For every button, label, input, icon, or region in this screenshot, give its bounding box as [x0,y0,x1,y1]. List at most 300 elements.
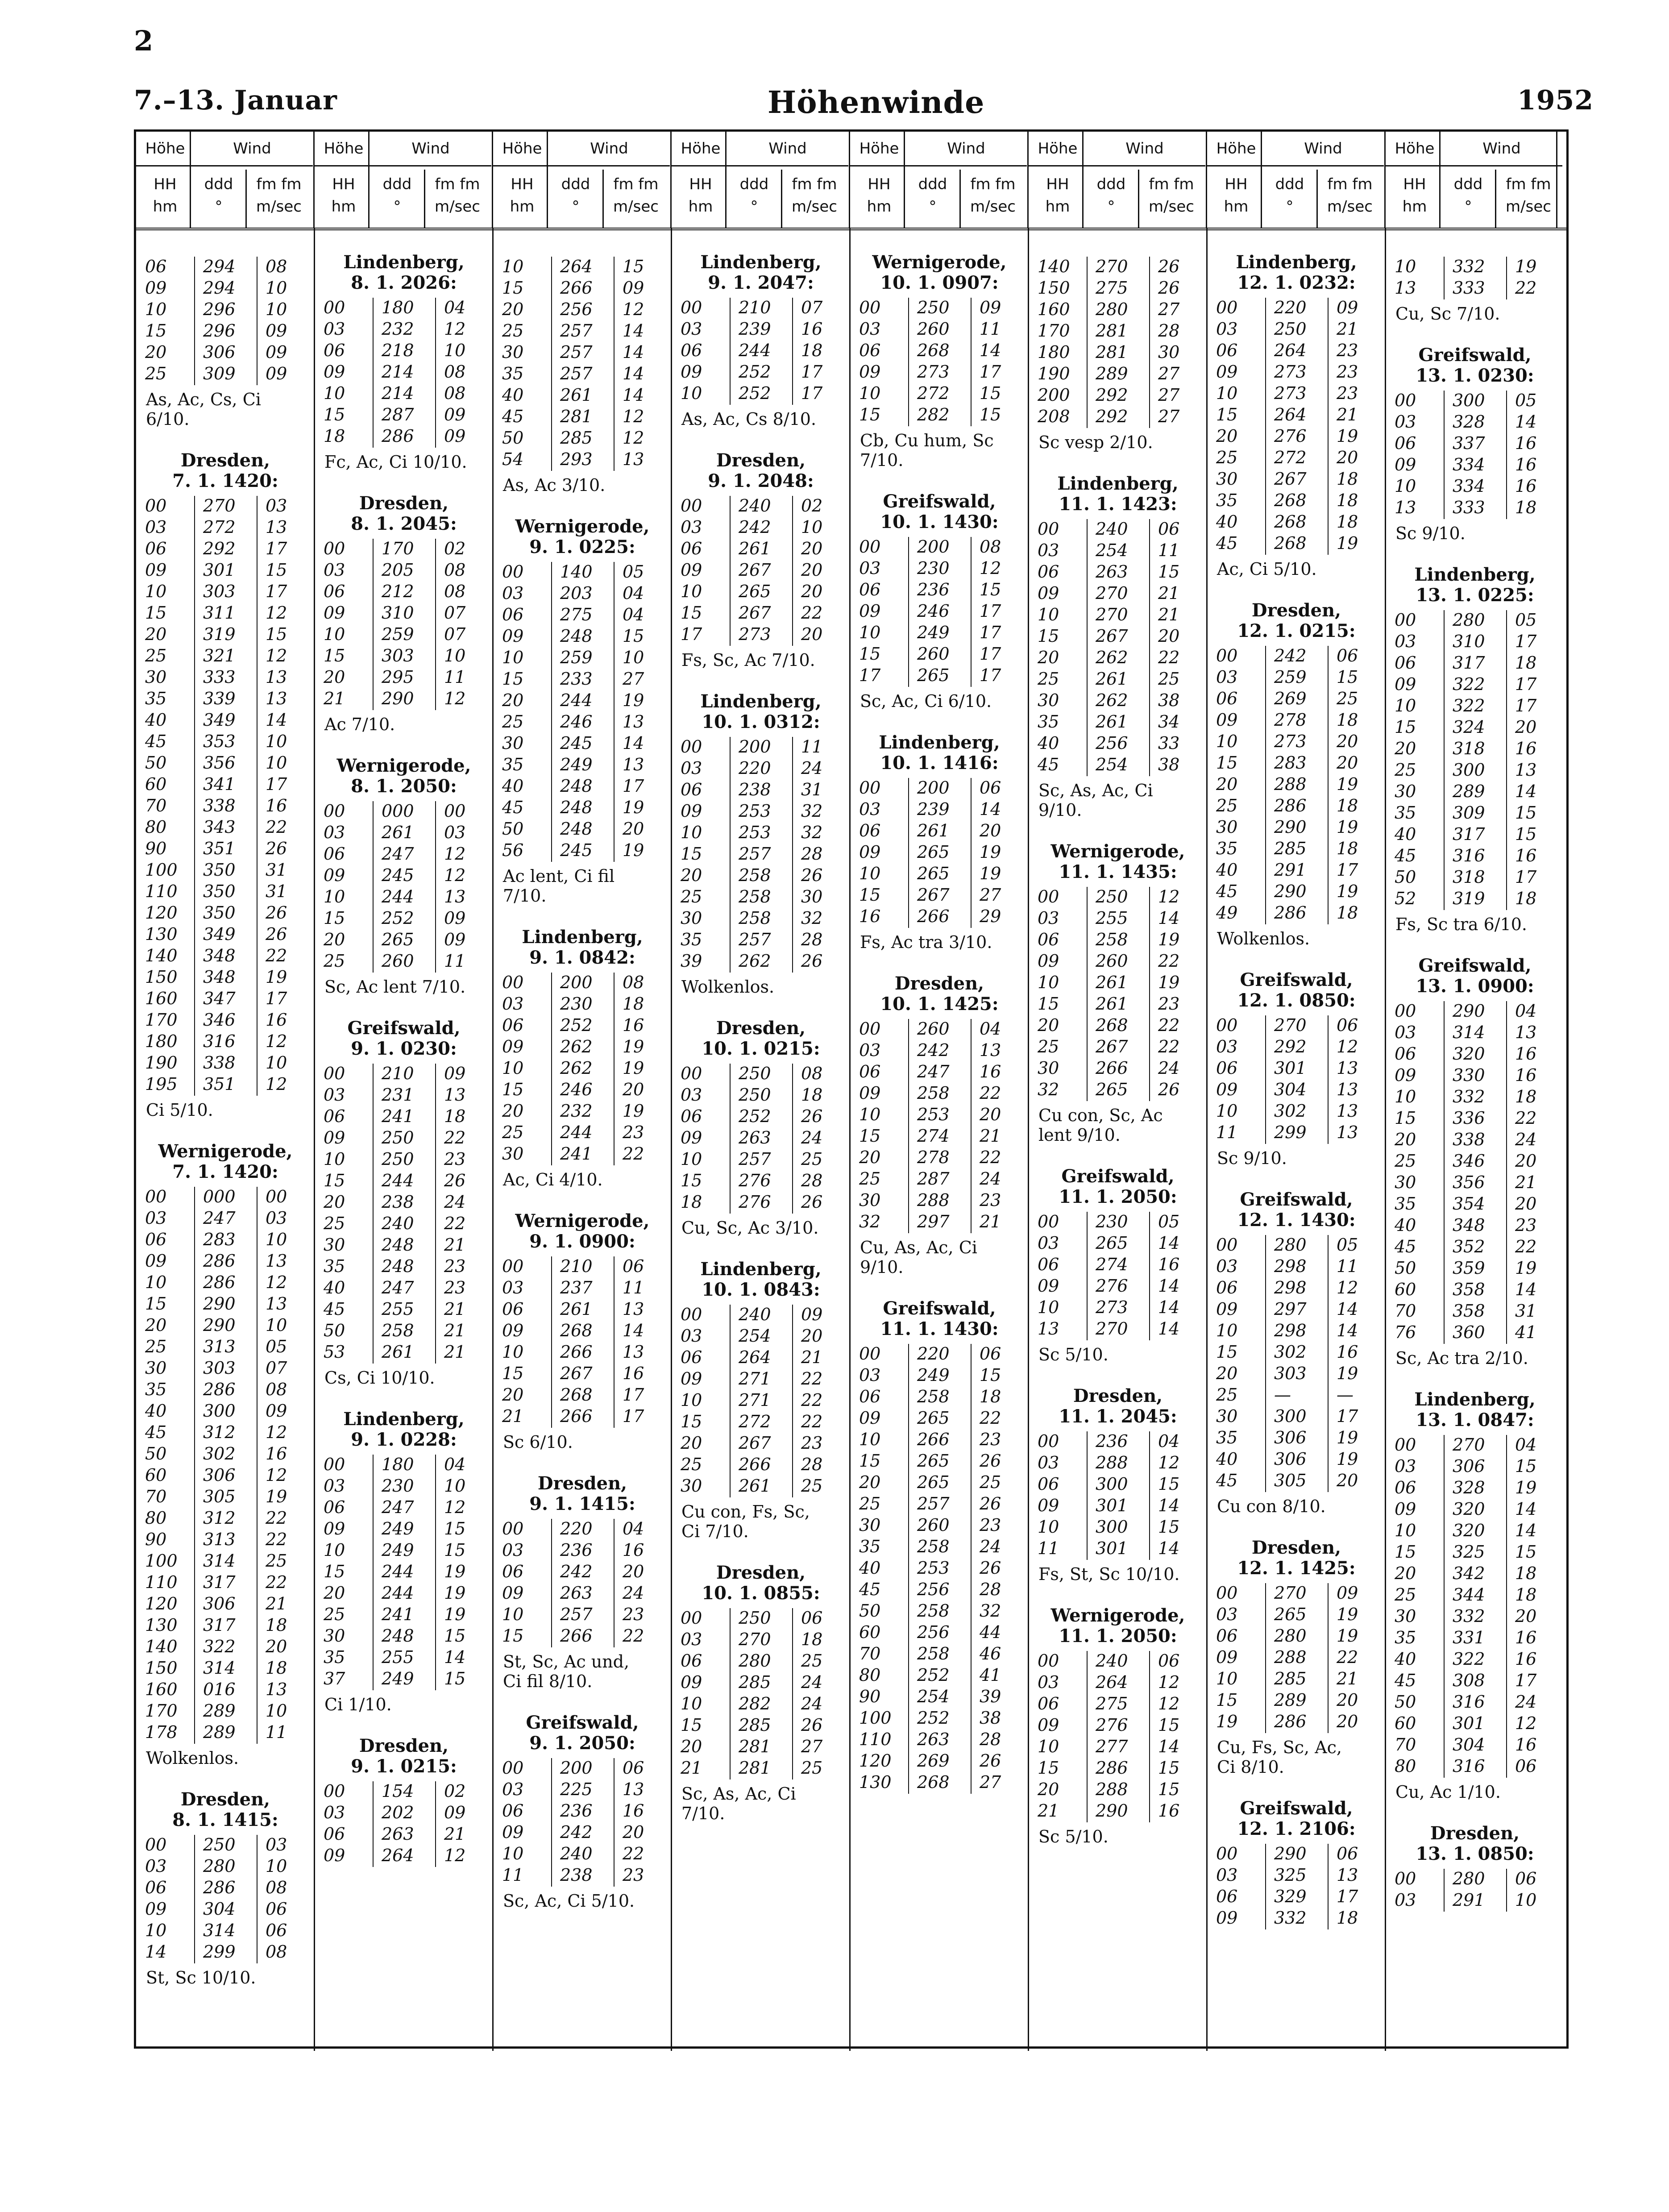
height-value: 13 [1038,1319,1059,1339]
speed-value: 15 [444,1669,466,1688]
header-rule [1029,165,1205,166]
height-value: 09 [502,1583,524,1603]
height-value: 20 [681,1737,702,1756]
station-heading [315,252,493,293]
direction-value: 258 [917,1601,950,1621]
direction-value: 291 [1274,860,1307,880]
direction-value: 260 [917,319,950,339]
table-row [1386,498,1564,519]
height-value: 00 [1395,1435,1416,1455]
table-row [315,1214,493,1235]
speed-value: 16 [1515,1044,1537,1064]
table-row [1207,1626,1386,1647]
wind-rows [1207,1235,1386,1492]
height-value: 21 [1038,1801,1059,1821]
table-row [493,1626,672,1647]
table-row [493,994,672,1015]
row-divider [730,298,731,405]
wind-rows [850,298,1029,426]
speed-value: 38 [1158,690,1180,710]
speed-value: 21 [1337,1669,1358,1688]
height-value: 09 [681,560,702,580]
table-row [1029,342,1207,364]
header-rule [672,165,848,166]
direction-value: 268 [560,1385,593,1405]
observation-time: 9. 1. 2050: [529,1733,635,1754]
wind-rows [1207,1015,1386,1144]
direction-value: 264 [739,1347,771,1367]
cloud-note: Fs, St, Sc 10/10. [1038,1564,1180,1584]
height-value: 06 [1038,1694,1059,1713]
height-value: 45 [1216,1471,1238,1490]
direction-value: 180 [382,1455,414,1474]
direction-value: 266 [917,906,950,926]
direction-value: 248 [382,1235,414,1255]
header-rule [136,165,313,166]
station-name: Wernigerode, [1050,1605,1185,1626]
height-value: 45 [1216,881,1238,901]
height-value: 03 [502,1278,524,1297]
wind-rows [493,1519,672,1647]
station-name: Dresden, [716,1562,806,1583]
speed-value: 23 [623,1123,644,1142]
height-value: 50 [1395,1258,1416,1278]
direction-value: 352 [1453,1237,1485,1256]
speed-value: 13 [266,689,287,708]
table-row [672,1171,850,1192]
speed-value: 13 [1337,1123,1358,1142]
row-divider [1265,1844,1266,1929]
direction-value: 266 [560,1406,593,1426]
height-value: 03 [502,994,524,1014]
table-row [136,342,315,364]
height-value: 09 [145,560,167,580]
speed-value: 18 [623,994,644,1014]
height-value: 35 [1395,803,1416,823]
wind-rows [1386,257,1564,299]
page-number: 2 [134,25,154,57]
speed-value: 22 [1158,951,1180,971]
direction-value: 244 [382,887,414,906]
speed-value: 13 [980,1040,1001,1060]
direction-value: 281 [1096,342,1128,362]
direction-value: 292 [203,539,236,558]
table-row [493,1519,672,1540]
speed-value: 00 [266,1187,287,1206]
table-row [1386,1322,1564,1344]
table-row [136,753,315,774]
table-row [850,665,1029,687]
direction-value: 236 [917,580,950,599]
speed-value: 22 [266,946,287,965]
wind-rows [672,737,850,973]
station-heading [315,1018,493,1059]
height-value: 10 [1395,1087,1416,1106]
height-value: 10 [1395,476,1416,496]
speed-value: 04 [444,298,466,317]
direction-value: 304 [1453,1735,1485,1755]
height-value: 208 [1038,407,1070,426]
direction-value: 299 [1274,1123,1307,1142]
speed-value: 14 [1515,782,1537,801]
speed-value: 18 [1337,903,1358,923]
direction-value: 248 [382,1626,414,1646]
column-header [1386,132,1557,228]
wind-rows [315,539,493,710]
table-row [1029,1715,1207,1737]
table-row [1029,1496,1207,1517]
height-value: 06 [502,605,524,624]
speed-value: 22 [801,1369,823,1389]
table-row [672,496,850,517]
table-row [136,603,315,624]
direction-value: 312 [203,1508,236,1528]
header-rule [850,165,1027,166]
height-value: 25 [859,1169,881,1189]
station-name: Dresden, [1251,1537,1341,1558]
speed-value: 25 [266,1551,287,1571]
table-row [1207,1647,1386,1669]
header-label: Höhe [1038,140,1078,158]
direction-value: 247 [382,1278,414,1297]
speed-value: 16 [801,319,823,339]
observation-time: 12. 1. 1430: [1237,1210,1356,1231]
table-row [850,1212,1029,1233]
direction-value: 289 [1274,1690,1307,1710]
row-divider [730,496,731,646]
speed-value: 15 [1158,1780,1180,1799]
observation-time: 8. 1. 1415: [172,1809,278,1830]
speed-value: 24 [1515,1130,1537,1149]
table-row [493,840,672,862]
speed-value: 13 [266,667,287,687]
table-row [315,1519,493,1540]
speed-value: 09 [266,321,287,341]
speed-value: 22 [623,1844,644,1863]
table-row [1386,1065,1564,1087]
speed-value: 34 [1158,712,1180,732]
speed-value: 15 [1515,803,1537,823]
row-divider [1444,1001,1445,1344]
table-row [1386,867,1564,889]
speed-value: 19 [1337,1364,1358,1383]
height-value: 20 [502,1101,524,1121]
height-value: 06 [502,1015,524,1035]
height-value: 06 [1216,1887,1238,1906]
direction-value: 297 [917,1212,950,1231]
station-block [493,1211,672,1452]
height-value: 00 [681,496,702,516]
header-label: ddd [1096,175,1126,193]
table-row [315,1824,493,1846]
direction-value: 220 [1274,298,1307,317]
speed-value: 17 [1337,1887,1358,1906]
table-row [315,844,493,865]
direction-value: 298 [1274,1256,1307,1276]
speed-value: 21 [980,1126,1001,1146]
speed-value: 10 [444,341,466,360]
direction-value: 317 [1453,653,1485,673]
table-row [1029,1453,1207,1474]
height-value: 10 [1038,605,1059,624]
speed-value: 15 [1515,1456,1537,1476]
table-row [136,1722,315,1744]
table-row [493,648,672,669]
direction-value: 255 [382,1299,414,1319]
speed-value: 09 [444,930,466,949]
direction-value: 286 [1274,1712,1307,1731]
row-divider [971,1344,972,1794]
wind-rows [1386,1435,1564,1778]
direction-value: 252 [560,1015,593,1035]
row-divider [1444,391,1445,519]
header-label: HH [332,175,355,193]
cloud-note: Sc, Ac, Ci 6/10. [860,691,992,711]
height-value: 14 [145,1942,167,1962]
speed-value: 27 [1158,364,1180,383]
table-row [672,1630,850,1651]
station-heading [1207,1189,1386,1231]
speed-value: 06 [266,1899,287,1919]
station-block [315,1409,493,1714]
direction-value: 257 [739,844,771,864]
table-row [850,1751,1029,1772]
height-value: 10 [1216,1321,1238,1340]
table-row [672,1737,850,1758]
direction-value: 286 [382,426,414,446]
row-divider [971,298,972,426]
height-value: 00 [324,1064,345,1083]
speed-value: 14 [1337,1321,1358,1340]
speed-value: 17 [266,774,287,794]
height-value: 09 [1216,1080,1238,1099]
speed-value: 12 [266,1465,287,1485]
height-value: 03 [1038,541,1059,560]
direction-value: 250 [739,1085,771,1105]
speed-value: 03 [266,496,287,516]
height-value: 06 [1038,1474,1059,1494]
height-value: 06 [1395,653,1416,673]
speed-value: 10 [444,1476,466,1496]
height-value: 09 [681,1369,702,1389]
direction-value: 262 [560,1058,593,1078]
direction-value: 301 [1096,1496,1128,1515]
table-row [493,1299,672,1321]
station-block [493,1473,672,1691]
station-name: Dresden, [180,1789,270,1810]
row-divider [730,737,731,973]
direction-value: 244 [560,690,593,710]
speed-value: 18 [801,341,823,360]
direction-value: 316 [1453,1692,1485,1712]
height-value: 09 [145,1251,167,1271]
direction-value: 332 [1274,1908,1307,1928]
direction-value: 256 [1096,733,1128,753]
height-value: 30 [502,342,524,362]
height-value: 25 [1216,1385,1238,1405]
table-row [315,582,493,603]
height-value: 35 [1038,712,1059,732]
height-value: 25 [1216,448,1238,467]
height-value: 15 [1216,1690,1238,1710]
height-value: 06 [324,844,345,864]
table-row [672,865,850,887]
table-row [136,1337,315,1358]
table-row [315,1149,493,1171]
direction-value: 338 [203,1053,236,1073]
table-row [315,405,493,426]
direction-value: 306 [1274,1449,1307,1469]
table-row [136,1701,315,1722]
table-row [493,1342,672,1364]
header-rule [1316,170,1318,228]
row-divider [908,1344,909,1794]
speed-value: 05 [266,1337,287,1356]
direction-value: 261 [382,1342,414,1362]
wind-rows [1386,610,1564,910]
station-block [136,1789,315,1987]
observation-time: 10. 1. 1416: [880,753,999,773]
speed-value: 21 [444,1235,466,1255]
table-row [672,341,850,362]
direction-value: 248 [560,819,593,839]
observation-time: 9. 1. 0230: [351,1038,457,1059]
station-block [493,1713,672,1911]
direction-value: 270 [1453,1435,1485,1455]
height-value: 10 [502,1058,524,1078]
speed-value: 20 [1337,1712,1358,1731]
table-row [315,801,493,823]
station-name: Dresden, [1430,1823,1520,1844]
table-row [1386,1542,1564,1563]
speed-value: 22 [1158,1037,1180,1056]
height-value: 30 [1038,1058,1059,1078]
direction-value: 356 [203,753,236,773]
direction-value: 232 [382,319,414,339]
table-row [1029,321,1207,342]
station-heading [850,1298,1029,1339]
wind-rows [136,1187,315,1744]
direction-value: 258 [739,865,771,885]
direction-value: 292 [1096,407,1128,426]
table-row [672,319,850,341]
speed-value: 31 [266,881,287,901]
height-value: 03 [1216,1037,1238,1056]
height-value: 03 [324,319,345,339]
direction-value: 257 [560,1605,593,1624]
height-value: 03 [1216,1256,1238,1276]
height-value: 03 [681,1085,702,1105]
observation-time: 9. 1. 2047: [708,272,814,293]
table-row [315,1342,493,1364]
table-row [1029,1037,1207,1058]
height-value: 00 [1216,1015,1238,1035]
table-row [1029,562,1207,583]
speed-value: 28 [801,844,823,864]
speed-value: 10 [623,648,644,667]
station-block [1207,1798,1386,1929]
direction-value: 267 [1096,1037,1128,1056]
row-divider [551,257,552,471]
height-value: 40 [1395,1649,1416,1669]
speed-value: 19 [444,1562,466,1581]
station-name: Greifswald, [1418,345,1532,366]
height-value: 06 [324,1824,345,1844]
direction-value: 280 [1096,299,1128,319]
speed-value: 15 [1515,1542,1537,1562]
station-name: Lindenberg, [1414,1389,1536,1410]
row-divider [1265,1015,1266,1144]
row-divider [1506,610,1507,910]
direction-value: 314 [203,1551,236,1571]
direction-value: 261 [1096,973,1128,992]
direction-value: 247 [382,844,414,864]
speed-value: 41 [1515,1322,1537,1342]
table-row [136,364,315,385]
observation-time: 9. 1. 0228: [351,1429,457,1450]
station-heading [850,973,1029,1015]
direction-value: 259 [1274,667,1307,687]
direction-value: 267 [1274,469,1307,489]
direction-value: 286 [1274,796,1307,815]
speed-value: 20 [623,1080,644,1099]
speed-value: 25 [980,1472,1001,1492]
direction-value: 288 [917,1190,950,1210]
height-value: 09 [324,1846,345,1865]
height-value: 09 [502,1822,524,1842]
header-rule [368,132,370,228]
table-row [1029,887,1207,908]
direction-value: 286 [203,1878,236,1897]
speed-value: 21 [1158,605,1180,624]
table-row [850,1537,1029,1558]
table-row [1386,1435,1564,1456]
direction-value: 258 [739,908,771,928]
height-value: 20 [1395,739,1416,758]
speed-value: 09 [266,364,287,383]
header-label: Höhe [859,140,899,158]
speed-value: 15 [1337,667,1358,687]
direction-value: 351 [203,839,236,858]
direction-value: 320 [1453,1044,1485,1064]
direction-value: 273 [1274,383,1307,403]
table-row [1207,1887,1386,1908]
table-row [493,1583,672,1605]
direction-value: 258 [1096,930,1128,949]
table-row [315,1235,493,1256]
direction-value: 337 [1453,433,1485,453]
speed-value: 14 [623,364,644,383]
height-value: 10 [859,1430,881,1449]
direction-value: 358 [1453,1301,1485,1321]
height-value: 25 [1395,1151,1416,1171]
direction-value: 281 [739,1758,771,1778]
station-heading [315,493,493,534]
table-row [136,1053,315,1074]
speed-value: 08 [623,973,644,992]
speed-value: 20 [1337,1690,1358,1710]
header-rule [1138,170,1139,228]
direction-value: 300 [1274,1406,1307,1426]
speed-value: 17 [266,539,287,558]
table-row [136,689,315,710]
direction-value: 254 [1096,541,1128,560]
direction-value: 262 [560,1037,593,1056]
header-label: ddd [918,175,947,193]
direction-value: 256 [560,299,593,319]
height-value: 09 [324,362,345,382]
height-value: 45 [145,732,167,751]
